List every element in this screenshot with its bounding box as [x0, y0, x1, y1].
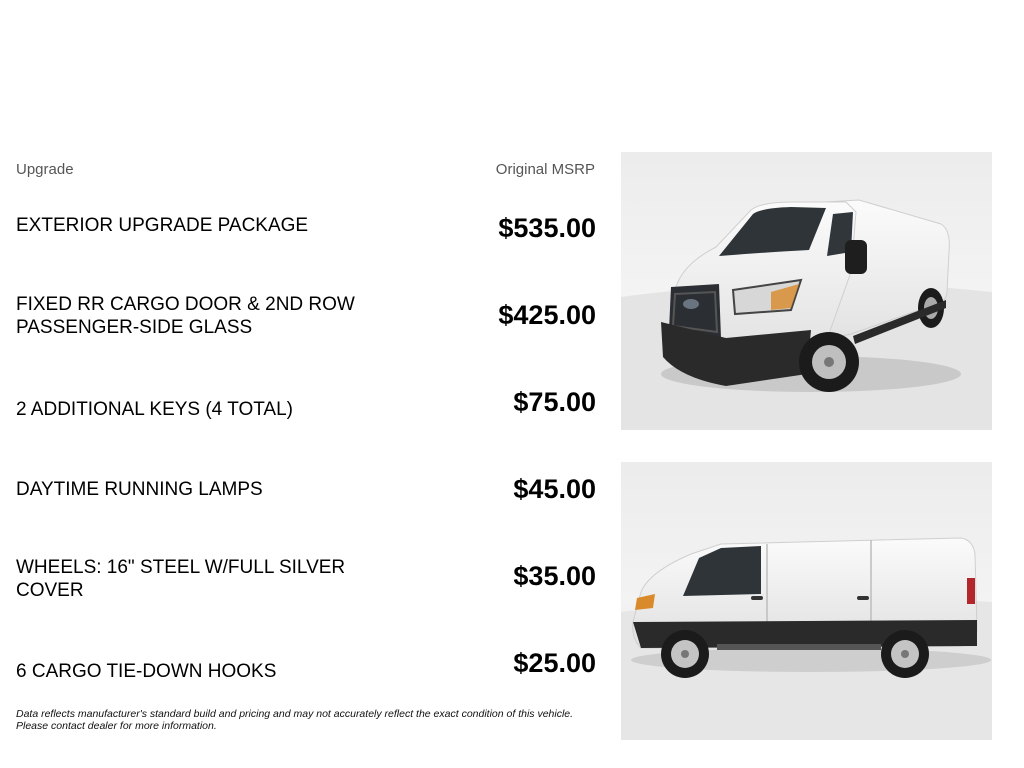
- disclaimer-line: Please contact dealer for more information.: [16, 720, 217, 732]
- upgrade-name: DAYTIME RUNNING LAMPS: [16, 479, 263, 500]
- upgrade-name: FIXED RR CARGO DOOR & 2ND ROW PASSENGER-SIDE GLASS: [16, 294, 355, 338]
- upgrade-price: $25.00: [513, 648, 596, 678]
- msrp-column-header: Original MSRP: [495, 161, 595, 178]
- upgrade-row: [16, 196, 596, 283]
- upgrade-row: [16, 457, 596, 544]
- upgrade-name: 2 ADDITIONAL KEYS (4 TOTAL): [16, 399, 293, 420]
- van-side-profile-photo: [621, 462, 992, 740]
- disclaimer-text: [16, 708, 606, 732]
- upgrade-price: $35.00: [513, 561, 596, 591]
- upgrade-price: $535.00: [498, 213, 596, 243]
- upgrade-column-header: Upgrade: [16, 161, 74, 178]
- upgrade-list: [16, 196, 596, 718]
- upgrade-row: [16, 544, 596, 631]
- upgrade-row: [16, 370, 596, 457]
- upgrade-row: [16, 631, 596, 718]
- upgrade-name: 6 CARGO TIE-DOWN HOOKS: [16, 661, 277, 682]
- upgrade-name: WHEELS: 16" STEEL W/FULL SILVER COVER: [16, 557, 346, 601]
- upgrade-price: $45.00: [513, 474, 596, 504]
- upgrade-price: $75.00: [513, 387, 596, 417]
- upgrade-row: [16, 283, 596, 370]
- van-front-three-quarter-photo: [621, 152, 992, 430]
- upgrade-price: $425.00: [498, 300, 596, 330]
- disclaimer-line: Data reflects manufacturer's standard build and pricing and may not accurately reflect the exact condition of this vehicle.: [16, 708, 574, 720]
- upgrade-name: EXTERIOR UPGRADE PACKAGE: [16, 215, 309, 236]
